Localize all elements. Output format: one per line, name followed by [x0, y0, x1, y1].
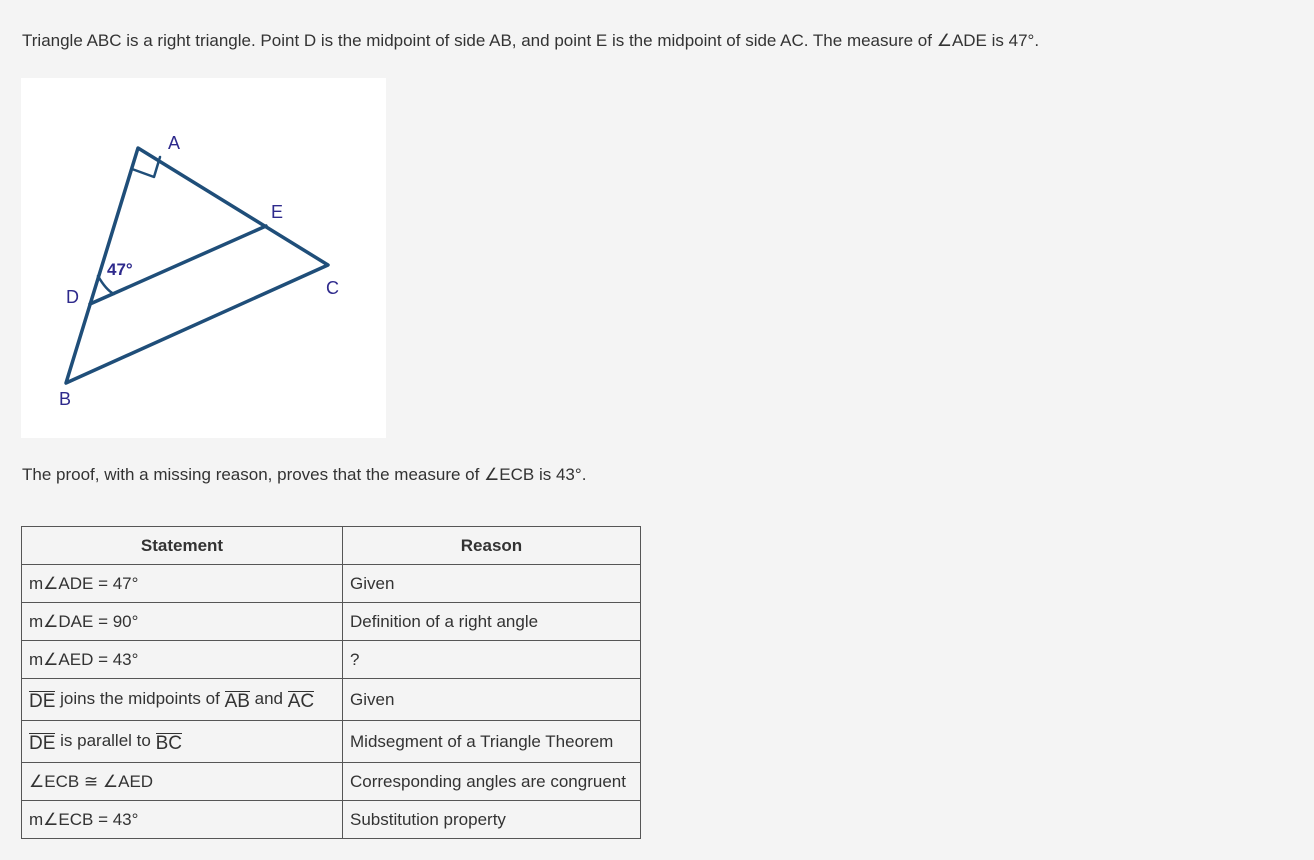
table-row	[22, 679, 641, 721]
table-header-row	[22, 527, 641, 565]
statement-cell: m∠ECB = 43°	[22, 801, 343, 839]
header-reason: Reason	[343, 527, 641, 565]
segment-ab-notation: AB	[224, 690, 250, 712]
reason-cell-missing: ?	[343, 641, 641, 679]
triangle-diagram	[21, 78, 386, 438]
segment-de-notation: DE	[29, 732, 56, 754]
statement-cell: ∠ECB ≅ ∠AED	[22, 763, 343, 801]
problem-statement: Triangle ABC is a right triangle. Point D is the midpoint of side AB, and point E is the midpoint of side AC. The measure of ∠ADE is 47°.	[22, 31, 1040, 50]
triangle-abc	[66, 148, 328, 383]
label-a: A	[168, 133, 181, 153]
statement-text: and	[249, 688, 288, 708]
statement-text: is parallel to	[55, 730, 156, 750]
angle-label: 47°	[107, 260, 133, 279]
reason-cell: Midsegment of a Triangle Theorem	[343, 721, 641, 763]
statement-cell: m∠AED = 43°	[22, 641, 343, 679]
triangle-figure	[21, 78, 386, 438]
segment-de-notation: DE	[29, 690, 56, 712]
label-c: C	[326, 278, 339, 298]
reason-cell: Definition of a right angle	[343, 603, 641, 641]
header-statement: Statement	[22, 527, 343, 565]
reason-cell: Given	[343, 679, 641, 721]
label-b: B	[59, 389, 72, 409]
segment-ac-notation: AC	[287, 690, 315, 712]
table-row	[22, 721, 641, 763]
reason-cell: Substitution property	[343, 801, 641, 839]
statement-cell: m∠ADE = 47°	[22, 565, 343, 603]
table-row	[22, 565, 641, 603]
statement-cell	[22, 679, 343, 721]
segment-bc-notation: BC	[155, 732, 182, 754]
label-d: D	[66, 287, 79, 307]
table-row	[22, 801, 641, 839]
table-row	[22, 603, 641, 641]
table-row	[22, 641, 641, 679]
proof-description: The proof, with a missing reason, proves that the measure of ∠ECB is 43°.	[22, 465, 587, 484]
label-e: E	[271, 202, 284, 222]
statement-text: joins the midpoints of	[55, 688, 225, 708]
proof-table	[21, 526, 641, 839]
reason-cell: Given	[343, 565, 641, 603]
reason-cell: Corresponding angles are congruent	[343, 763, 641, 801]
statement-cell	[22, 721, 343, 763]
statement-cell: m∠DAE = 90°	[22, 603, 343, 641]
table-row	[22, 763, 641, 801]
